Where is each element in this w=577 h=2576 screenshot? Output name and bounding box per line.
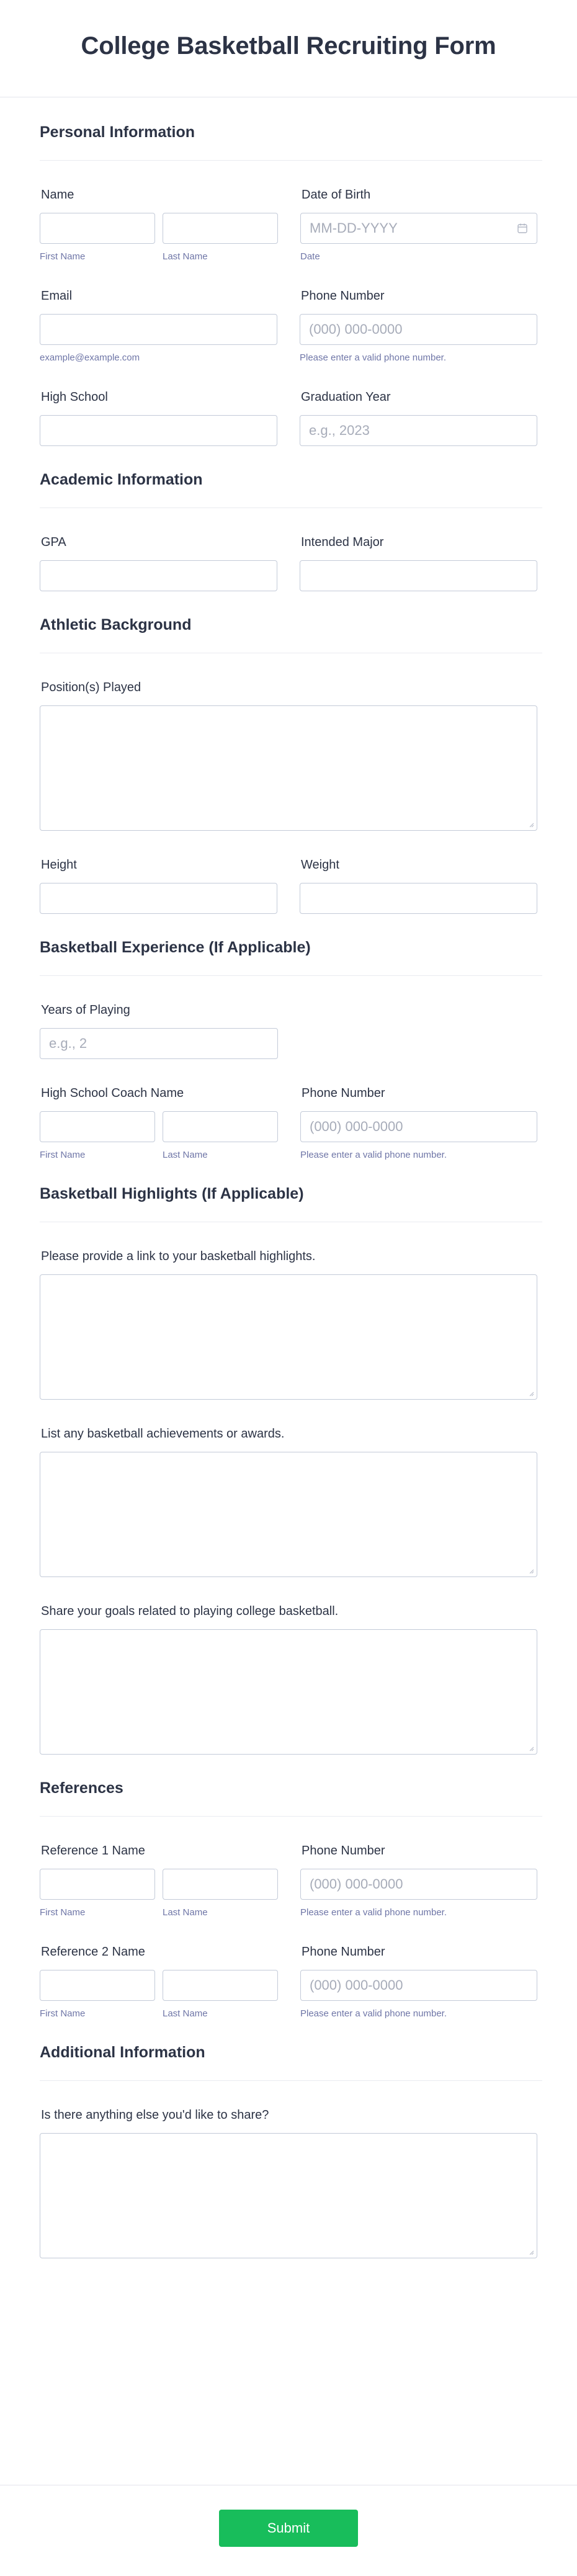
phone-field-group — [300, 289, 537, 363]
reference2-phone-input[interactable] — [300, 1970, 537, 2001]
awards-label: List any basketball achievements or awards. — [41, 1427, 285, 1441]
last-name-input[interactable] — [163, 213, 278, 244]
reference1-first-name-input[interactable] — [40, 1869, 155, 1900]
highlights-link-textarea[interactable] — [40, 1274, 537, 1400]
submit-button[interactable]: Submit — [219, 2510, 358, 2547]
reference2-first-name-sublabel: First Name — [40, 2008, 86, 2019]
email-input[interactable] — [40, 314, 277, 345]
reference2-first-name-input[interactable] — [40, 1970, 155, 2001]
first-name-input[interactable] — [40, 213, 155, 244]
positions-textarea[interactable] — [40, 705, 537, 831]
phone-label: Phone Number — [301, 289, 385, 303]
high-school-field-group — [40, 390, 277, 446]
dob-sublabel: Date — [300, 251, 320, 262]
reference2-name-field-group — [40, 1945, 278, 2019]
section-basketball-highlights: Basketball Highlights (If Applicable) — [40, 1185, 542, 1222]
intended-major-input[interactable] — [300, 560, 537, 591]
graduation-year-input[interactable] — [300, 415, 537, 446]
awards-field-group — [40, 1427, 537, 1577]
reference1-last-name-sublabel: Last Name — [163, 1907, 208, 1918]
phone-sublabel: Please enter a valid phone number. — [300, 352, 446, 363]
coach-phone-placeholder: (000) 000-0000 — [310, 1119, 403, 1134]
reference2-phone-label: Phone Number — [302, 1945, 385, 1959]
section-additional-information: Additional Information — [40, 2044, 542, 2081]
years-playing-input[interactable] — [40, 1028, 278, 1059]
section-references: References — [40, 1779, 542, 1817]
gpa-field-group — [40, 535, 277, 591]
awards-textarea[interactable] — [40, 1452, 537, 1577]
name-label: Name — [41, 188, 74, 202]
coach-last-name-input[interactable] — [163, 1111, 278, 1142]
resize-grip-icon[interactable] — [528, 1745, 534, 1751]
weight-label: Weight — [301, 858, 339, 872]
resize-grip-icon[interactable] — [528, 2249, 534, 2255]
height-input[interactable] — [40, 883, 277, 914]
phone-input[interactable] — [300, 314, 537, 345]
coach-phone-label: Phone Number — [302, 1086, 385, 1100]
graduation-year-placeholder: e.g., 2023 — [309, 423, 370, 438]
reference2-phone-field-group — [300, 1945, 537, 2019]
dob-label: Date of Birth — [302, 188, 371, 202]
years-playing-field-group — [40, 1003, 278, 1059]
dob-field-group — [300, 188, 537, 262]
gpa-label: GPA — [41, 535, 66, 549]
reference1-phone-placeholder: (000) 000-0000 — [310, 1876, 403, 1892]
reference2-phone-placeholder: (000) 000-0000 — [310, 1977, 403, 1993]
years-playing-label: Years of Playing — [41, 1003, 130, 1017]
high-school-input[interactable] — [40, 415, 277, 446]
form-body — [0, 123, 577, 2258]
goals-textarea[interactable] — [40, 1629, 537, 1755]
coach-first-name-sublabel: First Name — [40, 1150, 86, 1160]
section-athletic-background: Athletic Background — [40, 616, 542, 653]
graduation-year-label: Graduation Year — [301, 390, 391, 404]
resize-grip-icon[interactable] — [528, 1568, 534, 1574]
weight-field-group — [300, 858, 537, 914]
section-academic-information: Academic Information — [40, 471, 542, 508]
reference1-phone-input[interactable] — [300, 1869, 537, 1900]
dob-placeholder: MM-DD-YYYY — [310, 220, 398, 236]
section-personal-information: Personal Information — [40, 123, 542, 161]
coach-phone-field-group — [300, 1086, 537, 1160]
reference2-phone-sublabel: Please enter a valid phone number. — [300, 2008, 447, 2019]
highlights-link-label: Please provide a link to your basketball highlights. — [41, 1250, 316, 1263]
reference2-last-name-sublabel: Last Name — [163, 2008, 208, 2019]
highlights-link-field-group — [40, 1250, 537, 1400]
reference1-phone-field-group — [300, 1844, 537, 1918]
reference1-name-label: Reference 1 Name — [41, 1844, 145, 1858]
first-name-sublabel: First Name — [40, 251, 86, 262]
positions-field-group — [40, 681, 537, 831]
form-header — [0, 0, 577, 97]
reference2-name-label: Reference 2 Name — [41, 1945, 145, 1959]
reference1-phone-label: Phone Number — [302, 1844, 385, 1858]
last-name-sublabel: Last Name — [163, 251, 208, 262]
email-field-group — [40, 289, 277, 363]
additional-share-label: Is there anything else you'd like to share? — [41, 2108, 269, 2122]
gpa-input[interactable] — [40, 560, 277, 591]
coach-phone-sublabel: Please enter a valid phone number. — [300, 1150, 447, 1160]
resize-grip-icon[interactable] — [528, 1390, 534, 1397]
reference1-first-name-sublabel: First Name — [40, 1907, 86, 1918]
email-sublabel: example@example.com — [40, 352, 140, 363]
goals-field-group — [40, 1604, 537, 1755]
reference1-phone-sublabel: Please enter a valid phone number. — [300, 1907, 447, 1918]
coach-phone-input[interactable] — [300, 1111, 537, 1142]
reference1-name-field-group — [40, 1844, 278, 1918]
additional-share-textarea[interactable] — [40, 2133, 537, 2258]
calendar-icon[interactable] — [517, 223, 528, 234]
name-field-group — [40, 188, 278, 262]
years-playing-placeholder: e.g., 2 — [49, 1035, 87, 1051]
page-title: College Basketball Recruiting Form — [81, 32, 496, 60]
section-basketball-experience: Basketball Experience (If Applicable) — [40, 939, 542, 976]
resize-grip-icon[interactable] — [528, 821, 534, 828]
graduation-year-field-group — [300, 390, 537, 446]
coach-name-field-group — [40, 1086, 278, 1160]
reference1-last-name-input[interactable] — [163, 1869, 278, 1900]
coach-name-label: High School Coach Name — [41, 1086, 184, 1100]
high-school-label: High School — [41, 390, 108, 404]
coach-first-name-input[interactable] — [40, 1111, 155, 1142]
dob-input[interactable] — [300, 213, 537, 244]
height-label: Height — [41, 858, 77, 872]
form-footer — [0, 2485, 577, 2576]
weight-input[interactable] — [300, 883, 537, 914]
phone-placeholder: (000) 000-0000 — [309, 321, 403, 337]
email-label: Email — [41, 289, 73, 303]
height-field-group — [40, 858, 277, 914]
positions-label: Position(s) Played — [41, 681, 141, 694]
goals-label: Share your goals related to playing college basketball. — [41, 1604, 339, 1618]
reference2-last-name-input[interactable] — [163, 1970, 278, 2001]
intended-major-field-group — [300, 535, 537, 591]
coach-last-name-sublabel: Last Name — [163, 1150, 208, 1160]
intended-major-label: Intended Major — [301, 535, 384, 549]
additional-share-field-group — [40, 2108, 537, 2258]
